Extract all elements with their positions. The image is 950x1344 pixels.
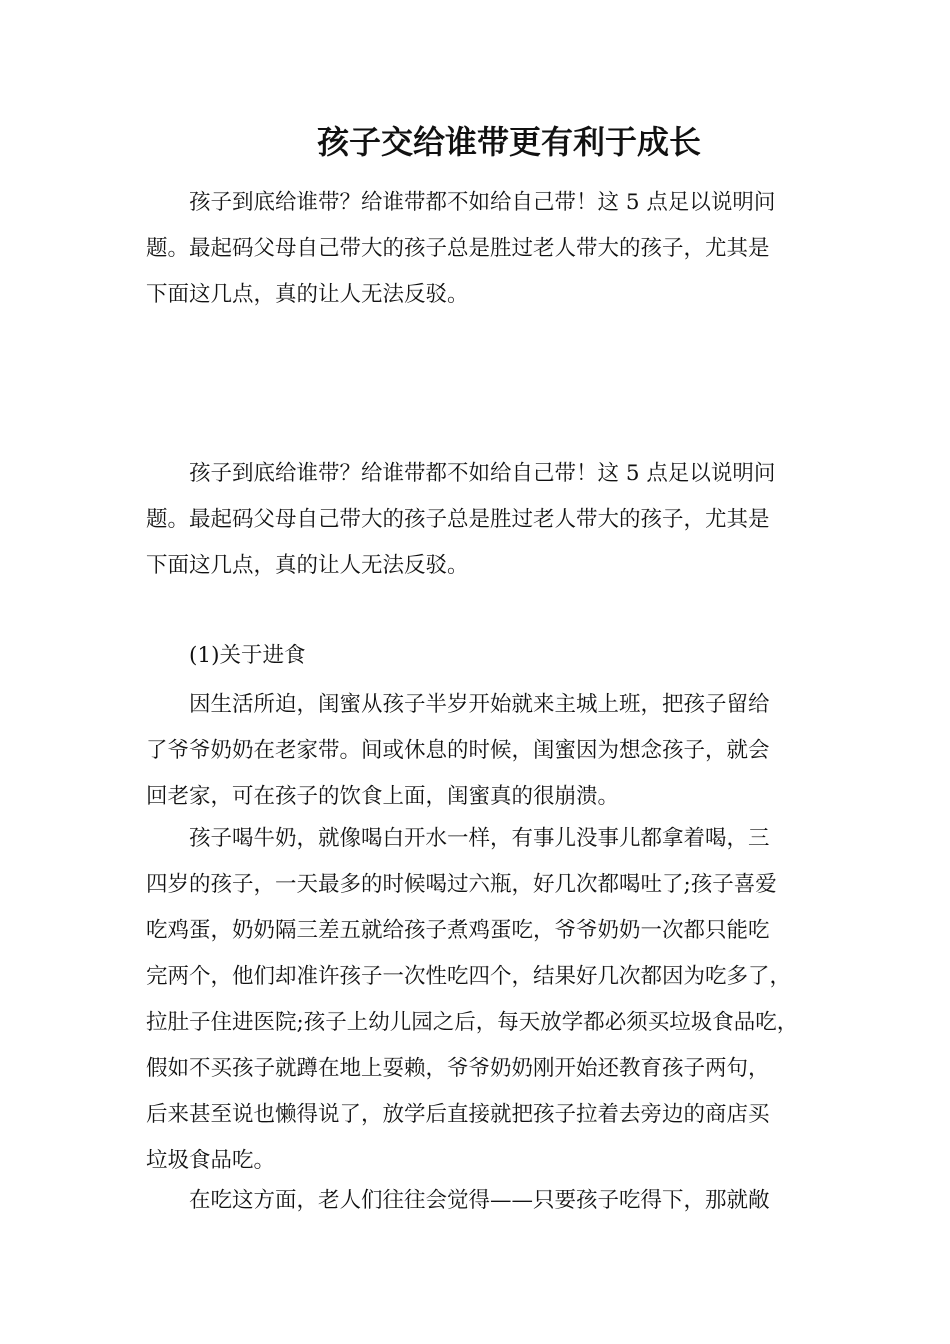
paragraph-line: 下面这几点，真的让人无法反驳。: [146, 282, 469, 307]
section-heading: (1)关于进食: [189, 643, 306, 668]
paragraph-line: 拉肚子住进医院;孩子上幼儿园之后，每天放学都必须买垃圾食品吃，: [146, 1010, 799, 1035]
paragraph-line: 假如不买孩子就蹲在地上耍赖，爷爷奶奶刚开始还教育孩子两句，: [146, 1056, 770, 1081]
paragraph-line: 了爷爷奶奶在老家带。间或休息的时候，闺蜜因为想念孩子，就会: [146, 738, 770, 763]
paragraph-line: 吃鸡蛋，奶奶隔三差五就给孩子煮鸡蛋吃，爷爷奶奶一次都只能吃: [146, 918, 770, 943]
paragraph-line: 下面这几点，真的让人无法反驳。: [146, 553, 469, 578]
paragraph-line: 四岁的孩子，一天最多的时候喝过六瓶，好几次都喝吐了;孩子喜爱: [146, 872, 777, 897]
paragraph-line: 孩子到底给谁带？给谁带都不如给自己带！这 5 点足以说明问: [189, 461, 776, 486]
paragraph-line: 题。最起码父母自己带大的孩子总是胜过老人带大的孩子，尤其是: [146, 507, 770, 532]
paragraph-line: 回老家，可在孩子的饮食上面，闺蜜真的很崩溃。: [146, 784, 620, 809]
paragraph-3: [146, 1178, 822, 1224]
document-title: 孩子交给谁带更有利于成长: [316, 123, 701, 161]
paragraph-line: 垃圾食品吃。: [146, 1148, 276, 1173]
intro-paragraph-2: [146, 451, 822, 589]
paragraph-1: [146, 682, 822, 820]
paragraph-line: 在吃这方面，老人们往往会觉得——只要孩子吃得下，那就敞: [189, 1188, 770, 1213]
paragraph-2: [146, 816, 822, 1184]
paragraph-line: 后来甚至说也懒得说了，放学后直接就把孩子拉着去旁边的商店买: [146, 1102, 770, 1127]
paragraph-line: 孩子到底给谁带？给谁带都不如给自己带！这 5 点足以说明问: [189, 190, 776, 215]
paragraph-line: 完两个，他们却准许孩子一次性吃四个，结果好几次都因为吃多了，: [146, 964, 792, 989]
intro-paragraph-1: [146, 180, 822, 318]
paragraph-line: 因生活所迫，闺蜜从孩子半岁开始就来主城上班，把孩子留给: [189, 692, 770, 717]
paragraph-line: 题。最起码父母自己带大的孩子总是胜过老人带大的孩子，尤其是: [146, 236, 770, 261]
paragraph-line: 孩子喝牛奶，就像喝白开水一样，有事儿没事儿都拿着喝，三: [189, 826, 770, 851]
